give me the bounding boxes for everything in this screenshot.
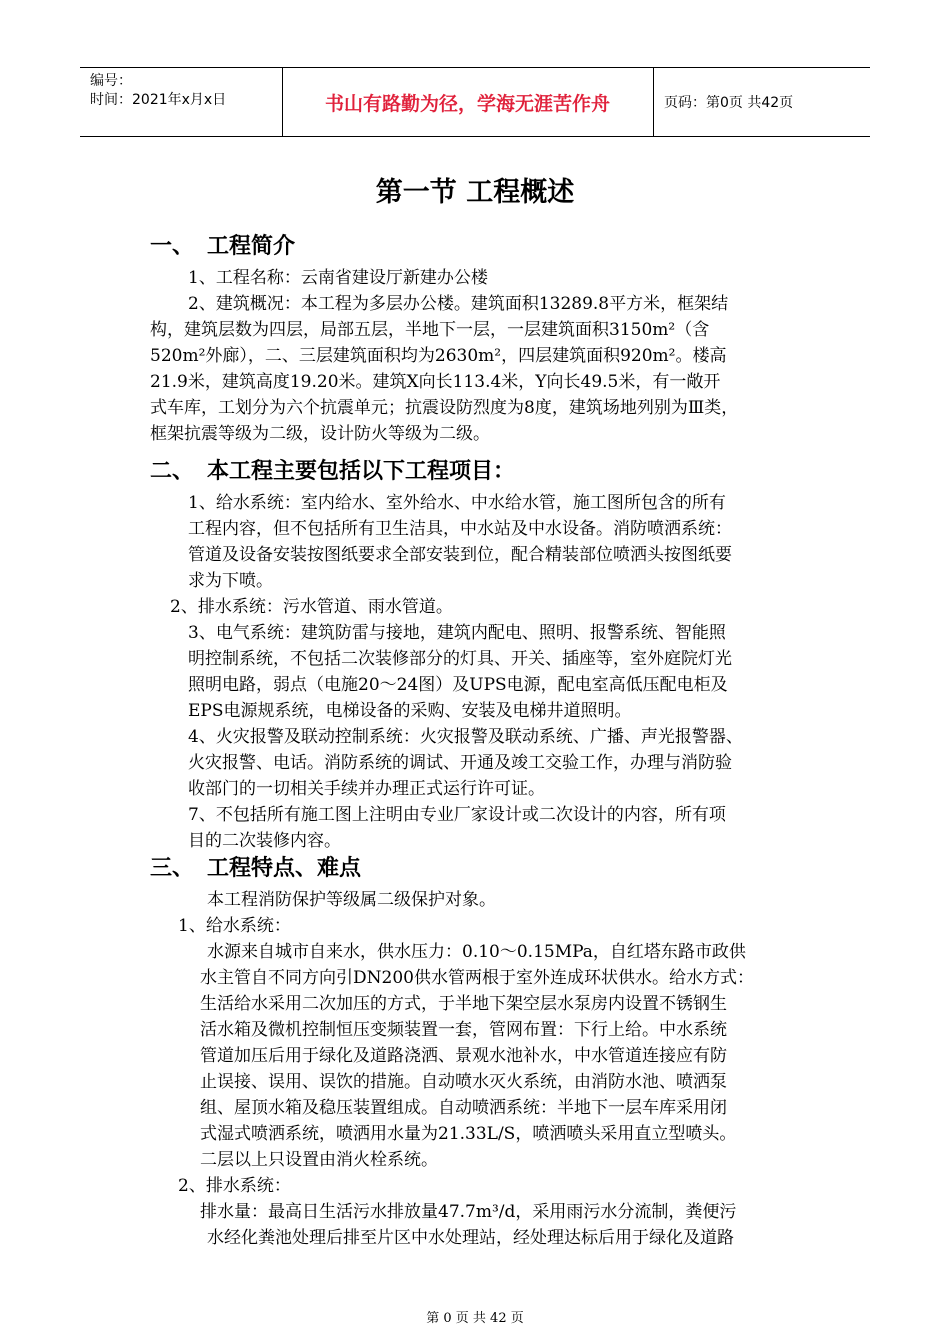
paragraph-line: 管道加压后用于绿化及道路浇洒、景观水池补水，中水管道连接应有防	[200, 1046, 727, 1066]
paragraph-line: 管道及设备安装按图纸要求全部安装到位，配合精装部位喷洒头按图纸要	[188, 545, 732, 565]
paragraph-line: 21.9米，建筑高度19.20米。建筑X向长113.4米，Y向长49.5米，有一敞开	[150, 372, 721, 392]
section-number: 三、	[150, 856, 195, 881]
page-footer: 第 0 页 共 42 页	[426, 1311, 524, 1326]
paragraph-line: 明控制系统，不包括二次装修部分的灯具、开关、插座等，室外庭院灯光	[188, 649, 732, 669]
paragraph-line: 2、建筑概况：本工程为多层办公楼。建筑面积13289.8平方米，框架结	[188, 294, 729, 314]
header-slogan: 书山有路勤为径，学海无涯苦作舟	[282, 68, 654, 136]
paragraph-line: 7、不包括所有施工图上注明由专业厂家设计或二次设计的内容，所有项	[188, 805, 726, 825]
section-heading-2	[150, 454, 515, 485]
paragraph-line: 照明电路，弱点（电施20～24图）及UPS电源，配电室高低压配电柜及	[188, 675, 728, 695]
paragraph-line: 2、排水系统：污水管道、雨水管道。	[170, 597, 453, 617]
paragraph-line: 1、给水系统：室内给水、室外给水、中水给水管，施工图所包含的所有	[188, 493, 726, 513]
section-number: 二、	[150, 459, 195, 484]
paragraph-line: 求为下喷。	[188, 571, 273, 591]
paragraph-line: 止误接、误用、误饮的措施。自动喷水灭火系统，由消防水池、喷洒泵	[200, 1072, 727, 1092]
paragraph-line: 组、屋顶水箱及稳压装置组成。自动喷洒系统：半地下一层车库采用闭	[200, 1098, 727, 1118]
section-number: 一、	[150, 234, 195, 259]
paragraph-line: 式湿式喷洒系统，喷洒用水量为21.33L/S，喷洒喷头采用直立型喷头。	[200, 1124, 737, 1144]
paragraph-line: 收部门的一切相关手续并办理正式运行许可证。	[188, 779, 545, 799]
paragraph-line: 3、电气系统：建筑防雷与接地，建筑内配电、照明、报警系统、智能照	[188, 623, 726, 643]
section-title: 工程特点、难点	[207, 856, 362, 881]
page-header	[80, 67, 870, 137]
section-heading-1	[150, 229, 295, 260]
paragraph-line: 水源来自城市自来水，供水压力：0.10～0.15MPa，自红塔东路市政供	[207, 942, 746, 962]
paragraph-line: 水经化粪池处理后排至片区中水处理站，经处理达标后用于绿化及道路	[207, 1228, 734, 1248]
paragraph-line: 框架抗震等级为二级，设计防火等级为二级。	[150, 424, 490, 444]
section-title: 本工程主要包括以下工程项目：	[207, 459, 516, 484]
paragraph-line: 本工程消防保护等级属二级保护对象。	[207, 890, 496, 910]
paragraph-line: 构，建筑层数为四层，局部五层，半地下一层，一层建筑面积3150m²（含	[150, 320, 710, 340]
paragraph-line: 4、火灾报警及联动控制系统：火灾报警及联动系统、广播、声光报警器、	[188, 727, 743, 747]
paragraph-line: 1、给水系统：	[178, 916, 291, 936]
paragraph-line: 目的二次装修内容。	[188, 831, 341, 851]
section-heading-3	[150, 851, 361, 882]
paragraph-line: 水主管自不同方向引DN200供水管两根于室外连成环状供水。给水方式：	[200, 968, 754, 988]
paragraph-line: 活水箱及微机控制恒压变频装置一套，管网布置：下行上给。中水系统	[200, 1020, 727, 1040]
section-title: 工程简介	[207, 234, 296, 259]
header-meta-cell	[80, 68, 283, 136]
paragraph-line: 式车库，工划分为六个抗震单元；抗震设防烈度为8度，建筑场地列别为Ⅲ类，	[150, 398, 739, 418]
paragraph-line: 火灾报警、电话。消防系统的调试、开通及竣工交验工作，办理与消防验	[188, 753, 732, 773]
paragraph-line: 520m²外廊），二、三层建筑面积均为2630m²，四层建筑面积920m²。楼高	[150, 346, 727, 366]
paragraph-line: EPS电源规系统，电梯设备的采购、安装及电梯井道照明。	[188, 701, 632, 721]
paragraph-line: 生活给水采用二次加压的方式，于半地下架空层水泵房内设置不锈钢生	[200, 994, 727, 1014]
paragraph-line: 1、工程名称：云南省建设厅新建办公楼	[188, 268, 488, 288]
paragraph-line: 工程内容，但不包括所有卫生洁具，中水站及中水设备。消防喷洒系统：	[188, 519, 732, 539]
paragraph-line: 排水量：最高日生活污水排放量47.7m³/d，采用雨污水分流制，粪便污	[200, 1202, 737, 1222]
paragraph-line: 二层以上只设置由消火栓系统。	[200, 1150, 438, 1170]
document-time-label: 时间：2021年x月x日	[90, 92, 227, 108]
paragraph-line: 2、排水系统：	[178, 1176, 291, 1196]
header-page-number: 页码：第0页 共42页	[664, 95, 794, 111]
document-number-label: 编号：	[90, 73, 132, 89]
page-title: 第一节 工程概述	[375, 177, 575, 208]
